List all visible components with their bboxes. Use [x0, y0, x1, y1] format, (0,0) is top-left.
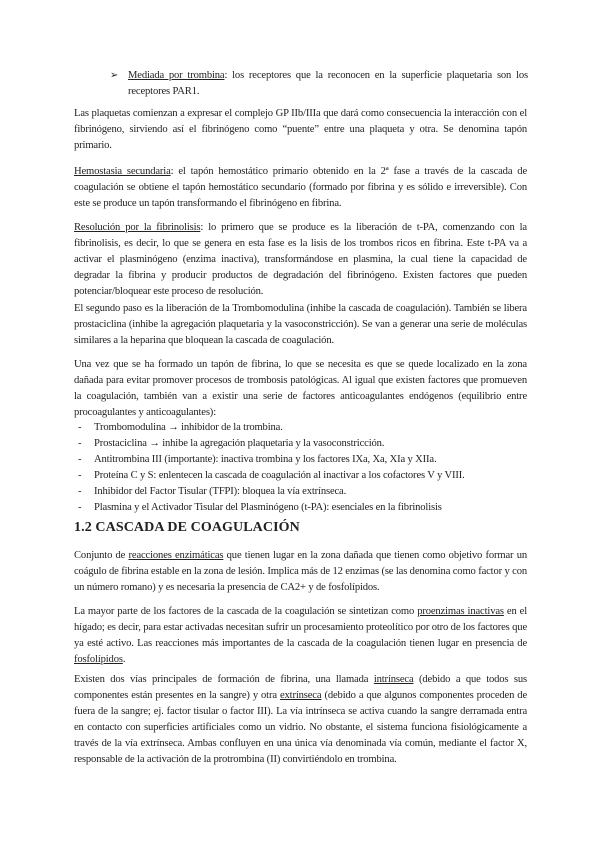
term-fibrinolisis: Resolución por la fibrinolisis — [74, 222, 201, 233]
term-proenzimas-inactivas: proenzimas inactivas — [417, 606, 504, 617]
paragraph-plaquetas: Las plaquetas comienzan a expresar el complejo GP IIb/IIIa que dará como consecuencia la interacción con el fibrinógeno, sirviendo así el fibrinógeno como “puente” entre una plaqueta y otra. Se denomina tapón primario. — [74, 108, 527, 151]
list-item: - Proteína C y S: enlentecen la cascada de coagulación al inactivar a los cofactores V y VIII. — [78, 470, 465, 481]
list-item: - Plasmina y el Activador Tisular del Plasminógeno (t-PA): esenciales en la fibrinolisis — [78, 502, 442, 513]
paragraph-fibrinolisis — [74, 220, 527, 300]
paragraph-tapon-fibrina: Una vez que se ha formado un tapón de fibrina, lo que se necesita es que se quede localizado en la zona dañada para evitar promover procesos de trombosis patológicas. Al igual que existen factores que promueven la coagulación, también van a existir una serie de factores anticoagulantes endógenos (equilibrio entre procoagulantes y anticoagulantes): — [74, 359, 527, 418]
paragraph-hemostasia-secundaria — [74, 164, 527, 212]
fibrinolisis-text: : lo primero que se produce es la liberación de t-PA, comenzando con la fibrinolisis, es decir, lo que se genera en esta fase es la lisis de los trombos ricos en fibrina. Este t-PA va a activar el plasminógeno (enzima inactiva), transformándose en plasmina, la cual tiene la capacidad de degradar la fibrina y producir productos de degradación del fibrinógeno. Existen factores que pueden potenciar/bloquear este proceso de resolución. — [74, 222, 527, 297]
term-intrinseca: intrínseca — [373, 674, 414, 685]
paragraph-segundo-paso: El segundo paso es la liberación de la Trombomodulina (inhibe la cascada de coagulación). También se libera prostaciclina (inhibe la agregación plaquetaria y la vasoconstricción). Se van a generar una serie de moléculas similares a la heparina que bloquean la cascada de coagulación. — [74, 303, 527, 346]
hemostasia-text: : el tapón hemostático primario obtenido en la 2ª fase a través de la cascada de coagulación se obtiene el tapón hemostático secundario (formado por fibrina y es sólido e irreversible). Con este se produce un tapón transformando el fibrinógeno en fibrina. — [74, 166, 527, 209]
list-item: - Inhibidor del Factor Tisular (TFPI): bloquea la vía extrínseca. — [78, 486, 347, 497]
paragraph-vias: Existen dos vías principales de formación de fibrina, una llamada intrínseca (debido a que todos sus componentes están presentes en la sangre) y otra extrínseca (debido a que algunos componentes proceden de fuera de la sangre; ej. factor tisular o factor III). La vía intrínseca se activa cuando la sangre derramada entra en contacto con superficies artificiales como un vidrio. No obstante, el sistema funciona fisiológicamente a través de la vía extrínseca. Ambas confluyen en una única vía denominada vía común, mediante el factor X, responsable de la activación de la protrombina (II) convirtiéndolo en trombina. — [74, 674, 527, 765]
bullet-mediada-trombina — [110, 68, 528, 100]
term-mediada-trombina: Mediada por trombina — [128, 70, 225, 81]
section-heading: 1.2 CASCADA DE COAGULACIÓN — [74, 520, 300, 535]
term-reacciones-enzimaticas: reacciones enzimáticas — [128, 550, 224, 561]
anticoagulant-factors-list — [74, 420, 527, 516]
list-item: - Trombomodulina → inhibidor de la trombina. — [78, 422, 283, 433]
list-item: - Prostaciclina → inhibe la agregación plaquetaria y la vasoconstricción. — [78, 438, 385, 449]
term-hemostasia-secundaria: Hemostasia secundaria — [74, 166, 171, 177]
bullet-text: : los receptores que la reconocen en la superficie plaquetaria son los receptores PAR1. — [128, 70, 528, 97]
paragraph-mayor-parte: La mayor parte de los factores de la cascada de la coagulación se sintetizan como proenzimas inactivas en el hígado; es decir, para estar activadas necesitan sufrir un procesamiento proteolítico por otro de los factores que ya esté activo. Las reacciones más importantes de la cascada de la coagulación tienen lugar en presencia de fosfolípidos. — [74, 606, 527, 665]
term-extrinseca: extrínseca — [279, 690, 322, 701]
arrow-bullet-icon: ➢ — [110, 70, 119, 81]
term-fosfolipidos: fosfolípidos — [74, 654, 123, 665]
list-item: - Antitrombina III (importante): inactiva trombina y los factores IXa, Xa, XIa y XIIa. — [78, 454, 437, 465]
paragraph-conjunto: Conjunto de reacciones enzimáticas que tienen lugar en la zona dañada que tienen como objetivo formar un coágulo de fibrina estable en la zona de lesión. Implica más de 12 enzimas (se las denomina como factor y con un número romano) y es necesaria la presencia de CA2+ y de fosfolípidos. — [74, 550, 527, 593]
